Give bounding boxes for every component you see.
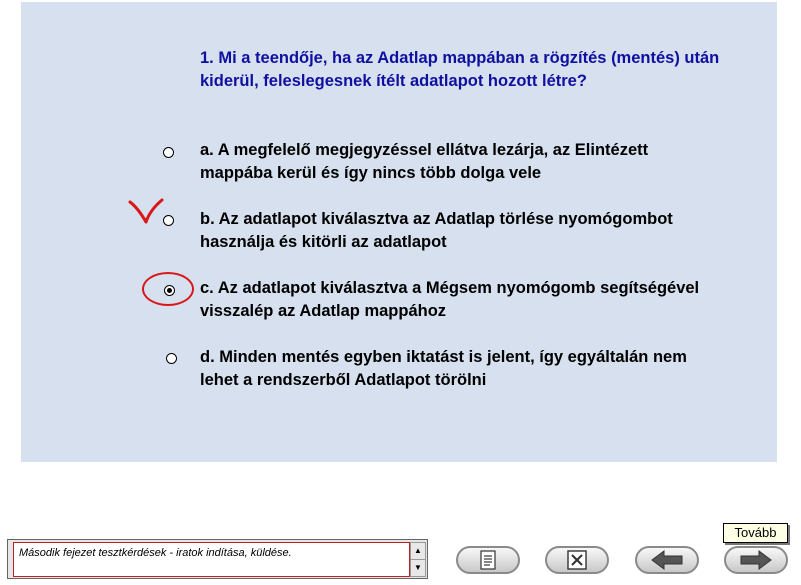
close-x-icon bbox=[566, 549, 588, 571]
document-button[interactable] bbox=[456, 546, 520, 574]
arrow-right-icon bbox=[739, 550, 773, 570]
document-icon bbox=[478, 549, 498, 571]
arrow-left-icon bbox=[650, 550, 684, 570]
close-button[interactable] bbox=[545, 546, 609, 574]
option-d-text[interactable]: d. Minden mentés egyben iktatást is jelent, így egyáltalán nem lehet a rendszerből Adatlapot törölni bbox=[200, 348, 687, 389]
option-d-radio[interactable] bbox=[166, 353, 177, 364]
next-button[interactable] bbox=[724, 546, 788, 574]
option-a-radio[interactable] bbox=[163, 147, 174, 158]
question-text: 1. Mi a teendője, ha az Adatlap mappában a rögzítés (mentés) után kiderül, feleslegesnek ítélt adatlapot hozott létre? bbox=[200, 49, 720, 90]
scroll-down-icon[interactable]: ▼ bbox=[411, 559, 425, 576]
option-a-text[interactable]: a. A megfelelő megjegyzéssel ellátva lezárja, az Elintézett mappába kerül és így nincs több dolga vele bbox=[200, 141, 649, 182]
checkmark-icon bbox=[128, 196, 164, 226]
option-c-radio[interactable] bbox=[164, 285, 175, 296]
status-scrollbar[interactable] bbox=[410, 542, 426, 577]
status-text: Második fejezet tesztkérdések - iratok indítása, küldése. bbox=[13, 542, 410, 577]
option-c-text[interactable]: c. Az adatlapot kiválasztva a Mégsem nyomógomb segítségével visszalép az Adatlap mappához bbox=[200, 279, 700, 320]
option-b-radio[interactable] bbox=[163, 215, 174, 226]
next-tooltip: Tovább bbox=[723, 523, 788, 543]
scroll-up-icon[interactable]: ▲ bbox=[411, 543, 425, 560]
back-button[interactable] bbox=[635, 546, 699, 574]
option-b-text[interactable]: b. Az adatlapot kiválasztva az Adatlap törlése nyomógombot használja és kitörli az adatlapot bbox=[200, 210, 673, 251]
